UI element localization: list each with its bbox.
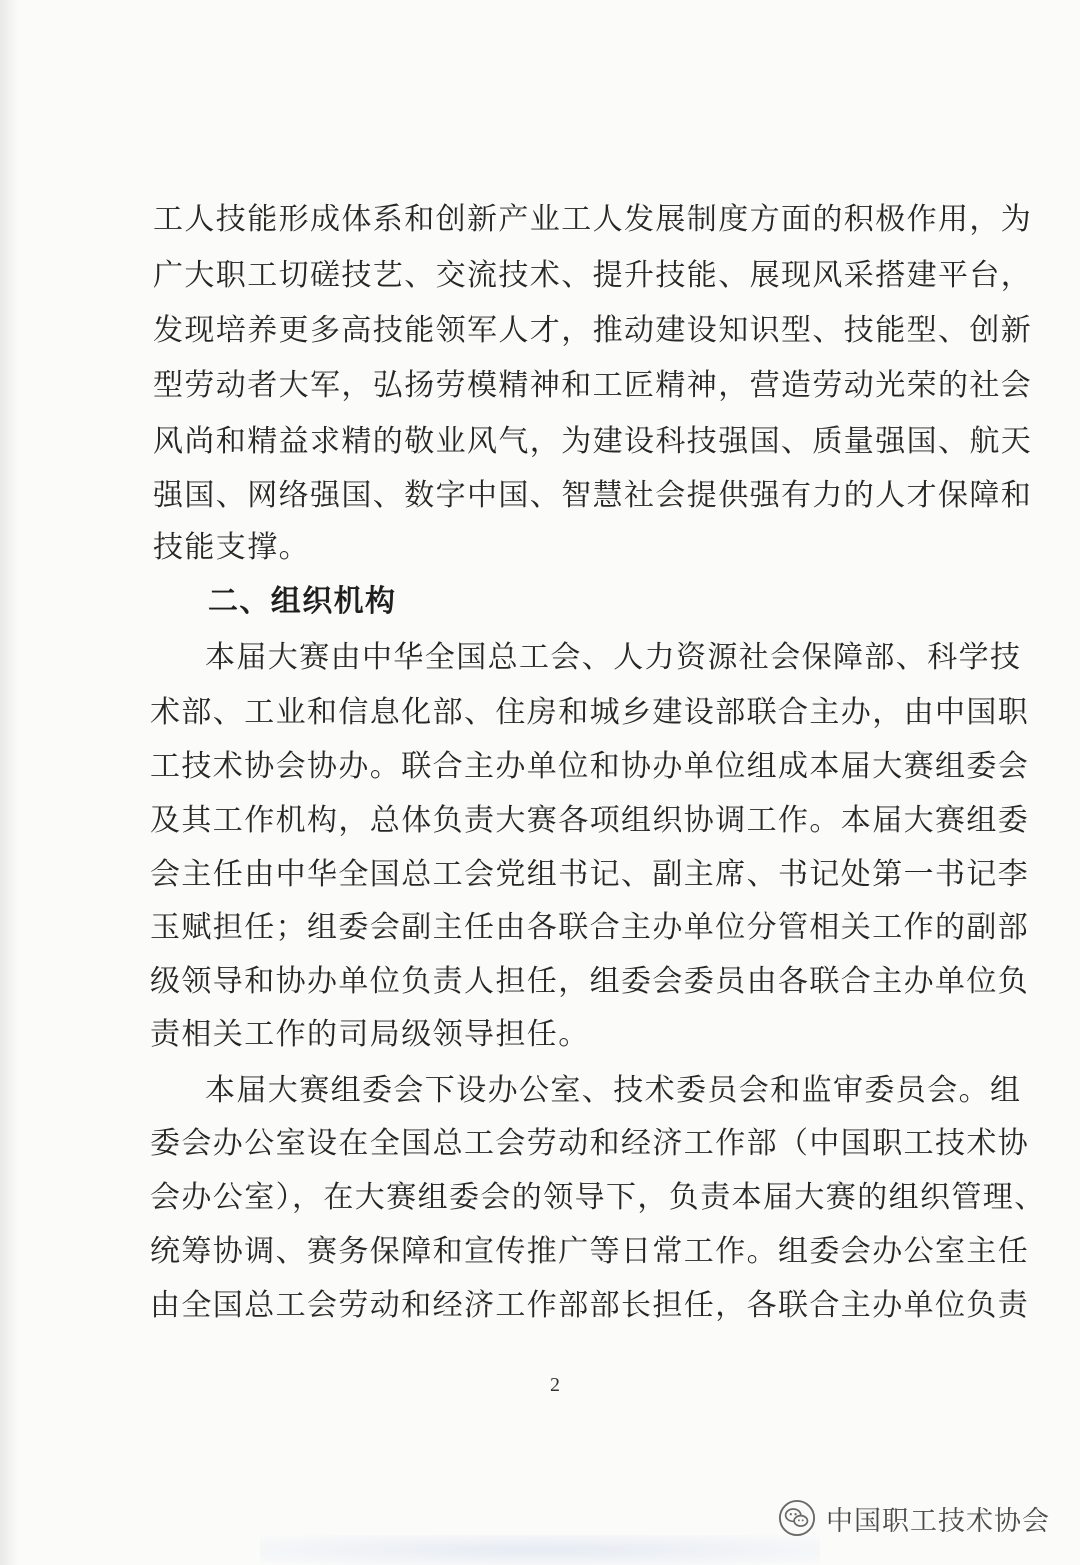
body-text-line: 技能支撑。: [153, 530, 310, 565]
body-text-line: 由全国总工会劳动和经济工作部部长担任，各联合主办单位负责: [150, 1288, 1030, 1323]
body-text-line: 责相关工作的司局级领导担任。: [150, 1017, 590, 1052]
body-text-line: 及其工作机构，总体负责大赛各项组织协调工作。本届大赛组委: [150, 803, 1030, 838]
body-text-line: 会办公室），在大赛组委会的领导下，负责本届大赛的组织管理、: [150, 1180, 1046, 1215]
watermark: [778, 1496, 1050, 1540]
watermark-text: 中国职工技术协会: [826, 1505, 1050, 1537]
body-text-line: 委会办公室设在全国总工会劳动和经济工作部（中国职工技术协: [150, 1126, 1030, 1161]
body-text-line: 统筹协调、赛务保障和宣传推广等日常工作。组委会办公室主任: [150, 1234, 1030, 1269]
body-text-line: 发现培养更多高技能领军人才，推动建设知识型、技能型、创新: [153, 313, 1033, 348]
body-text-line: 强国、网络强国、数字中国、智慧社会提供强有力的人才保障和: [153, 478, 1033, 513]
body-text-line: 风尚和精益求精的敬业风气，为建设科技强国、质量强国、航天: [153, 424, 1033, 459]
body-text-line: 工人技能形成体系和创新产业工人发展制度方面的积极作用，为: [153, 202, 1033, 237]
body-text-line: 术部、工业和信息化部、住房和城乡建设部联合主办，由中国职: [150, 695, 1030, 730]
body-text-line: 工技术协会协办。联合主办单位和协办单位组成本届大赛组委会: [150, 749, 1030, 784]
body-text-line: 广大职工切磋技艺、交流技术、提升技能、展现风采搭建平台，: [153, 258, 1033, 293]
section-heading: 二、组织机构: [208, 584, 397, 619]
scan-edge-shadow: [0, 0, 18, 1565]
body-text-line: 玉赋担任；组委会副主任由各联合主办单位分管相关工作的副部: [150, 910, 1030, 945]
body-text-line: 本届大赛由中华全国总工会、人力资源社会保障部、科学技: [205, 640, 1022, 675]
body-text-line: 级领导和协办单位负责人担任，组委会委员由各联合主办单位负: [150, 964, 1030, 999]
page-number: 2: [550, 1374, 560, 1396]
body-text-line: 型劳动者大军，弘扬劳模精神和工匠精神，营造劳动光荣的社会: [153, 368, 1033, 403]
body-text-line: 会主任由中华全国总工会党组书记、副主席、书记处第一书记李: [150, 857, 1030, 892]
scan-stain: [260, 1535, 820, 1565]
body-text-line: 本届大赛组委会下设办公室、技术委员会和监审委员会。组: [205, 1073, 1022, 1108]
wechat-icon: [778, 1499, 816, 1537]
